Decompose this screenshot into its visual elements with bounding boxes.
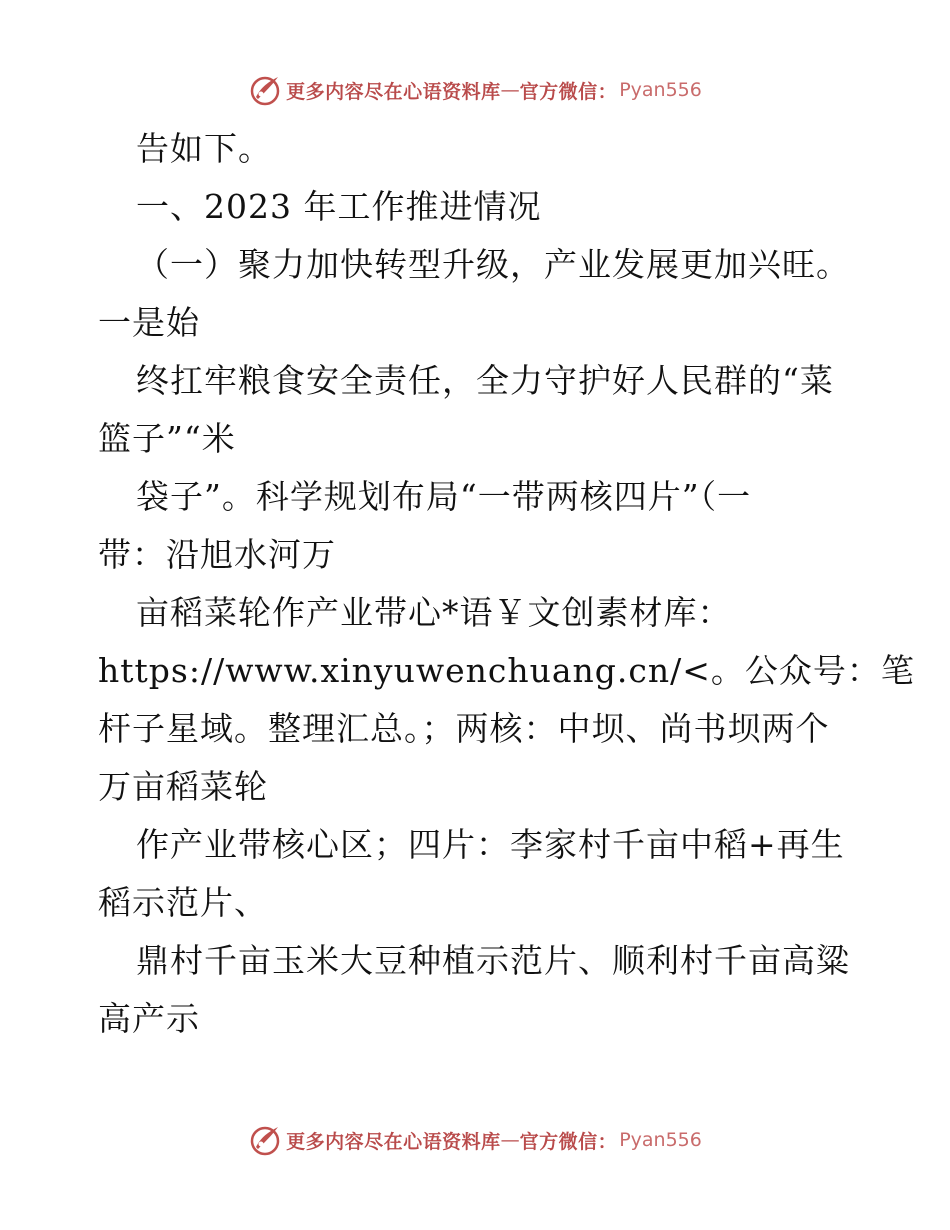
text-line: 篮子”“米 (98, 419, 236, 458)
text-line: 一是始 (98, 303, 200, 342)
text-line: 稻示范片、 (98, 883, 268, 922)
watermark-wechat-id: Pyan556 (619, 1129, 702, 1151)
document-body (98, 120, 915, 1048)
text-line: 告如下。 (136, 129, 272, 168)
section-heading: 一、2023 年工作推进情况 (136, 187, 542, 226)
watermark-wechat-label: 官方微信： (519, 1130, 618, 1153)
footer-watermark (0, 1120, 950, 1160)
text-line: 袋子”。科学规划布局“一带两核四片”（一 (136, 477, 752, 516)
watermark-wechat-id: Pyan556 (619, 79, 702, 101)
text-line: 带：沿旭水河万 (98, 535, 336, 574)
text-line: 高产示 (98, 999, 200, 1038)
text-line: 亩稻菜轮作产业带心*语￥文创素材库： (136, 593, 732, 632)
text-line: 终扛牢粮食安全责任，全力守护好人民群的“菜 (136, 361, 834, 400)
text-line: https://www.xinyuwenchuang.cn/<。公众号：笔 (98, 651, 915, 690)
watermark-wechat-label: 官方微信： (519, 80, 618, 103)
watermark-separator: — (500, 79, 520, 101)
watermark-text: 更多内容尽在心语资料库 (286, 1130, 501, 1153)
watermark-text: 更多内容尽在心语资料库 (286, 80, 501, 103)
quill-pen-logo-icon (248, 73, 282, 107)
text-line: 万亩稻菜轮 (98, 767, 268, 806)
text-line: 杆子星域。整理汇总。；两核：中坝、尚书坝两个 (98, 709, 830, 748)
watermark-separator: — (500, 1129, 520, 1151)
subsection-heading: （一）聚力加快转型升级，产业发展更加兴旺。 (136, 245, 850, 284)
header-watermark (0, 70, 950, 110)
quill-pen-logo-icon (248, 1123, 282, 1157)
text-line: 鼎村千亩玉米大豆种植示范片、顺利村千亩高粱 (136, 941, 850, 980)
text-line: 作产业带核心区；四片：李家村千亩中稻+再生 (136, 825, 845, 864)
